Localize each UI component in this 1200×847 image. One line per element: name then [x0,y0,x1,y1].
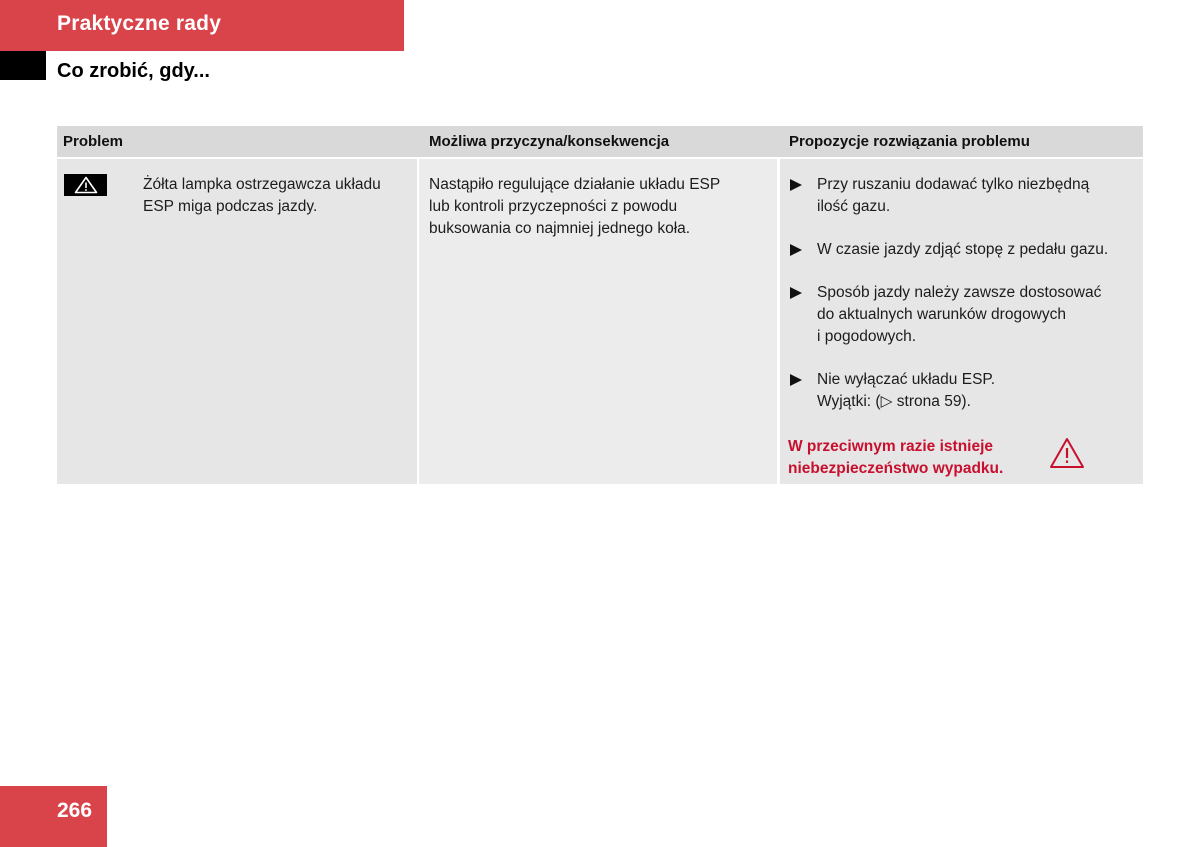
section-title: Praktyczne rady [57,12,222,35]
solution-item [788,369,1138,413]
warning-triangle-icon [1049,437,1085,474]
bullet-arrow-icon [790,244,802,256]
problem-description [143,174,413,218]
solution-line: do aktualnych warunków drogowych [817,306,1066,323]
page-subtitle: Co zrobić, gdy... [57,60,210,82]
column-header-solution: Propozycje rozwiązania problemu [789,133,1030,150]
table-header-row [57,126,1143,157]
problem-line: ESP miga podczas jazdy. [143,198,318,215]
cause-description [429,174,759,240]
solution-line: Nie wyłączać układu ESP. [817,371,996,388]
danger-warning-text [788,436,1058,480]
chapter-marker [0,51,46,80]
solution-line: ilość gazu. [817,198,891,215]
page-number: 266 [57,799,93,822]
danger-line: W przeciwnym razie istnieje [788,438,994,455]
solution-item [788,174,1138,218]
warning-triangle-icon [64,174,107,196]
troubleshooting-table [57,126,1143,484]
solution-line: Sposób jazdy należy zawsze dostosować [817,284,1102,301]
bullet-arrow-icon [790,374,802,386]
bullet-arrow-icon [790,287,802,299]
solution-item [788,239,1138,261]
solution-item [788,282,1138,348]
solution-line: W czasie jazdy zdjąć stopę z pedału gazu. [817,241,1109,258]
cause-line: Nastąpiło regulujące działanie układu ESP [429,176,721,193]
solution-line: Przy ruszaniu dodawać tylko niezbędną [817,176,1090,193]
solution-line: i pogodowych. [817,328,917,345]
solution-list [788,174,1138,434]
bullet-arrow-icon [790,179,802,191]
cause-line: buksowania co najmniej jednego koła. [429,220,691,237]
problem-line: Żółta lampka ostrzegawcza układu [143,176,381,193]
column-header-problem: Problem [63,133,124,150]
cause-line: lub kontroli przyczepności z powodu [429,198,678,215]
danger-line: niebezpieczeństwo wypadku. [788,460,1004,477]
column-header-cause: Możliwa przyczyna/konsekwencja [429,133,670,150]
page-reference: Wyjątki: (▷ strona 59). [817,393,971,410]
